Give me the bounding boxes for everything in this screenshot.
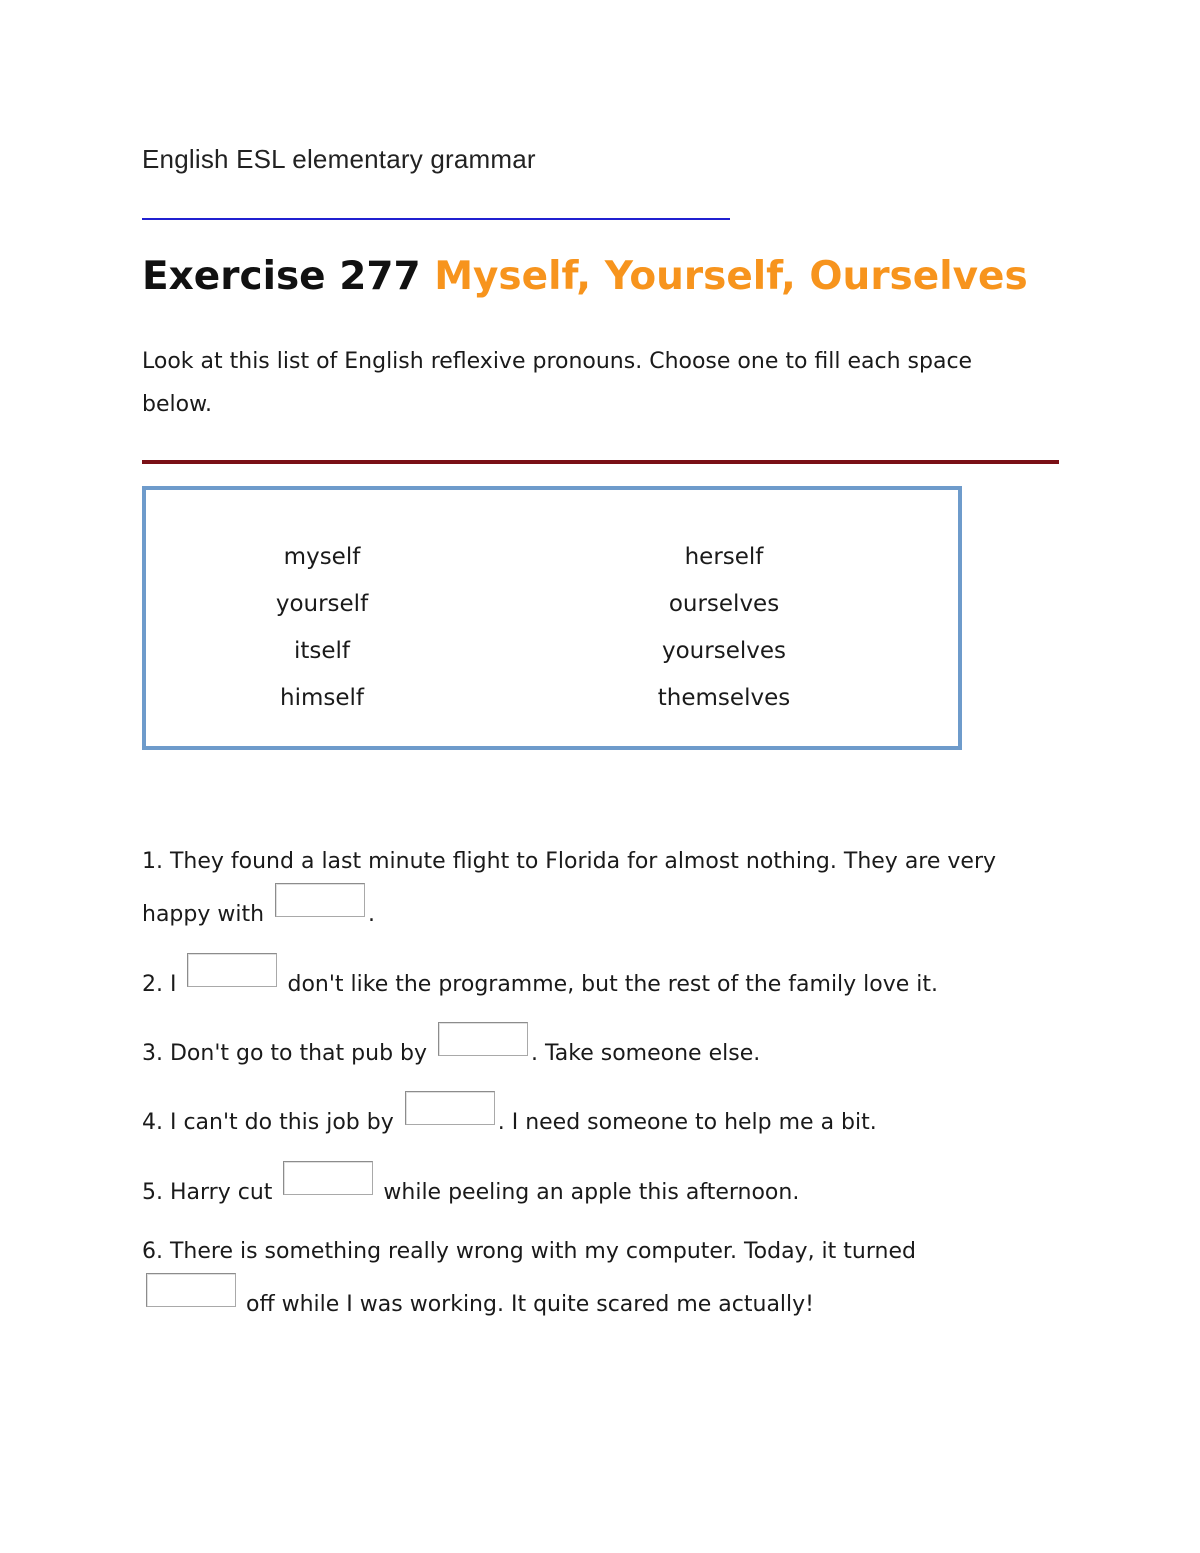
question-text-after: don't like the programme, but the rest of the family love it. bbox=[287, 972, 939, 997]
exercise-subtitle: Myself, Yourself, Ourselves bbox=[434, 254, 1028, 299]
pronoun-word: himself bbox=[280, 685, 364, 711]
question-4 bbox=[142, 1091, 1062, 1144]
question-text-before: 1. They found a last minute flight to Florida for almost nothing. They are very happy with bbox=[142, 849, 997, 927]
pronoun-word: yourself bbox=[275, 591, 369, 617]
answer-blank-4[interactable] bbox=[405, 1091, 495, 1125]
section-divider bbox=[142, 460, 1059, 464]
question-text-before: 3. Don't go to that pub by bbox=[142, 1041, 428, 1066]
answer-blank-5[interactable] bbox=[283, 1161, 373, 1195]
question-2 bbox=[142, 953, 1062, 1006]
question-text-before: 2. I bbox=[142, 972, 177, 997]
answer-blank-6[interactable] bbox=[146, 1273, 236, 1307]
instructions: Look at this list of English reflexive pronouns. Choose one to fill each space below. bbox=[142, 349, 973, 417]
answer-blank-3[interactable] bbox=[438, 1022, 528, 1056]
answer-blank-1[interactable] bbox=[275, 883, 365, 917]
question-text-before: 5. Harry cut bbox=[142, 1180, 273, 1205]
pronoun-word: yourselves bbox=[662, 638, 786, 664]
pronoun-column-left bbox=[172, 542, 472, 730]
question-text-after: . I need someone to help me a bit. bbox=[497, 1110, 877, 1135]
pronoun-word: ourselves bbox=[668, 591, 780, 617]
pronoun-word-box bbox=[142, 486, 962, 750]
answer-blank-2[interactable] bbox=[187, 953, 277, 987]
pronoun-word: myself bbox=[283, 544, 361, 570]
pronoun-column-right bbox=[574, 542, 874, 730]
question-text-after: off while I was working. It quite scared me actually! bbox=[246, 1292, 814, 1317]
question-text-after: while peeling an apple this afternoon. bbox=[383, 1180, 800, 1205]
question-5 bbox=[142, 1161, 1062, 1214]
document-header: English ESL elementary grammar bbox=[142, 144, 536, 174]
question-text-before: 4. I can't do this job by bbox=[142, 1110, 394, 1135]
question-text-before: 6. There is something really wrong with my computer. Today, it turned bbox=[142, 1239, 916, 1264]
pronoun-word: herself bbox=[684, 544, 764, 570]
page-title bbox=[142, 254, 1028, 299]
question-3 bbox=[142, 1022, 1062, 1075]
pronoun-word: itself bbox=[293, 638, 351, 664]
question-text-after: . bbox=[368, 902, 376, 927]
exercise-number: Exercise 277 bbox=[142, 254, 421, 299]
header-divider bbox=[142, 218, 730, 220]
question-1 bbox=[142, 840, 1052, 936]
question-text-after: . Take someone else. bbox=[531, 1041, 761, 1066]
question-6 bbox=[142, 1230, 952, 1326]
pronoun-word: themselves bbox=[657, 685, 791, 711]
